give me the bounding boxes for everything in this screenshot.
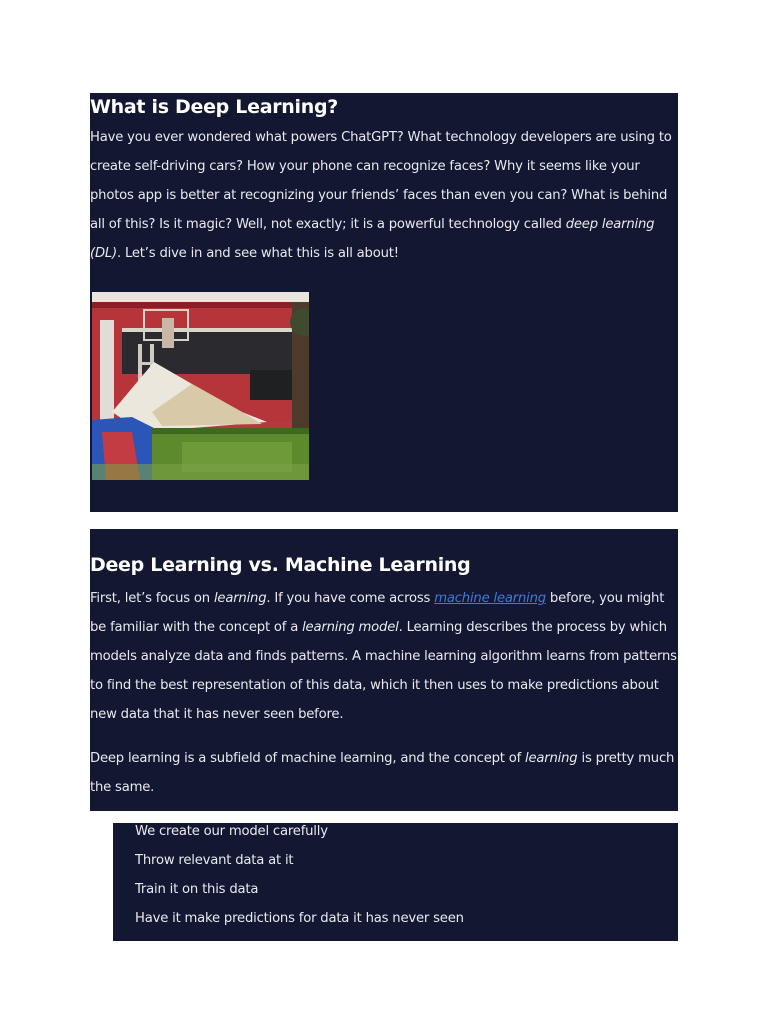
list-item: Throw relevant data at it	[135, 853, 294, 868]
comparison-section	[90, 529, 678, 811]
p1-text-c: before, you might be familiar with the concept of a	[90, 591, 665, 635]
list-item: Train it on this data	[135, 882, 259, 897]
p1-text-d: . Learning describes the process by which models analyze data and finds patterns. A machine learning algorithm learns from patterns to find the best representation of this data, which it then uses to make predictions about new data that it has never seen before.	[90, 620, 677, 722]
machine-learning-link[interactable]: machine learning	[434, 591, 546, 606]
intro-emphasis: deep learning (DL)	[90, 217, 655, 261]
comparison-paragraph	[90, 584, 680, 729]
p1-emphasis-model: learning model	[302, 620, 399, 635]
intro-text-a: Have you ever wondered what powers ChatGPT? What technology developers are using to create self-driving cars? How your phone can recognize faces? Why it seems like your photos app is better at recognizing your friends’ faces than even you can? What is behind all of this? Is it magic? Well, not exactly; it is a powerful technology called	[90, 130, 672, 232]
intro-text-b: . Let’s dive in and see what this is all about!	[117, 246, 399, 261]
p1-text-a: First, let’s focus on	[90, 591, 214, 606]
p2-emphasis: learning	[525, 751, 578, 766]
photo-illustration	[92, 292, 309, 480]
section-title: Deep Learning vs. Machine Learning	[90, 554, 471, 576]
list-item: Have it make predictions for data it has never seen	[135, 911, 464, 926]
p2-text-b: is pretty much the same.	[90, 751, 675, 795]
gif-image	[92, 292, 309, 480]
p1-emphasis-learning: learning	[213, 591, 267, 606]
list-item: We create our model carefully	[135, 824, 328, 839]
p1-text-b: . If you have come across	[266, 591, 435, 606]
steps-list	[135, 817, 464, 933]
intro-section	[90, 93, 678, 512]
steps-section	[113, 823, 678, 941]
intro-paragraph	[90, 123, 680, 268]
p2-text-a: Deep learning is a subfield of machine learning, and the concept of	[90, 751, 526, 766]
subfield-paragraph	[90, 744, 680, 802]
section-title: What is Deep Learning?	[90, 96, 338, 118]
